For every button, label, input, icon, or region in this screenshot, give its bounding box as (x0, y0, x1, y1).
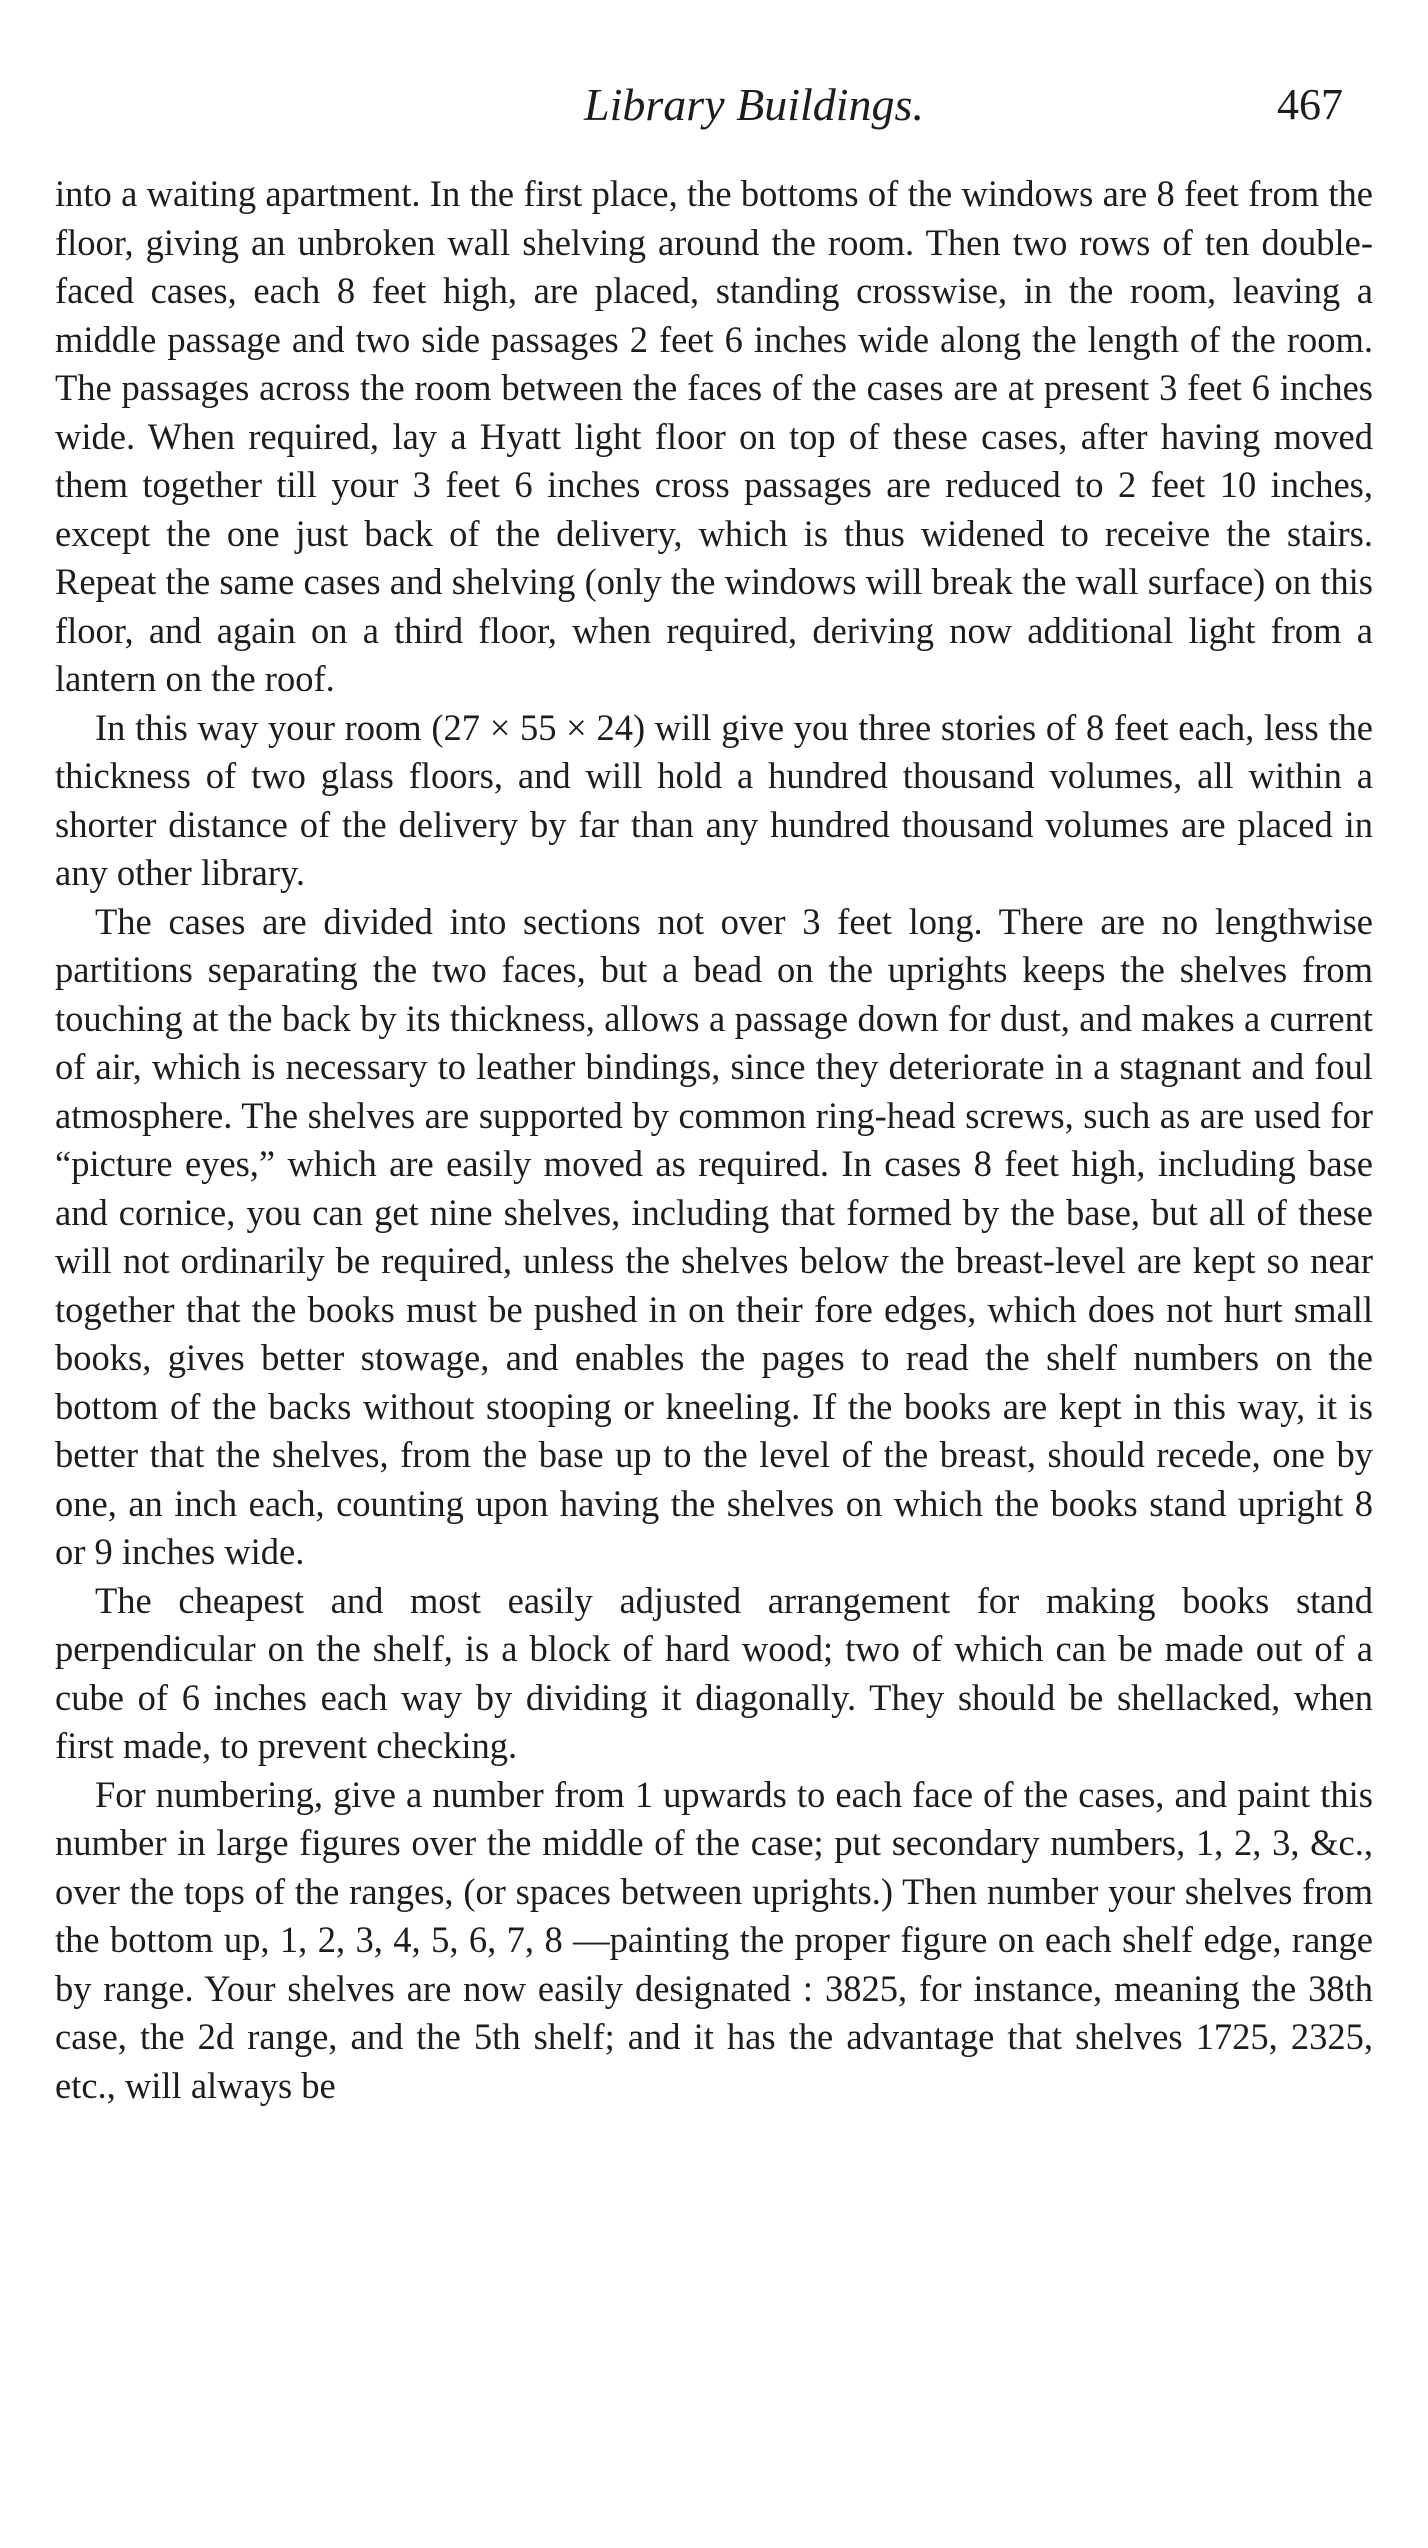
paragraph-continued: into a waiting apartment. In the first place, the bottoms of the windows are 8 feet from the floor, giving an unbroken wall shelving around the room. Then two rows of ten double-faced cases, each 8 feet high, are placed, standing crosswise, in the room, leaving a middle passage and two side passages 2 feet 6 inches wide along the length of the room. The passages across the room between the faces of the cases are at present 3 feet 6 inches wide. When required, lay a Hyatt light floor on top of these cases, after having moved them together till your 3 feet 6 inches cross passages are reduced to 2 feet 10 inches, except the one just back of the delivery, which is thus widened to receive the stairs. Repeat the same cases and shelving (only the windows will break the wall surface) on this floor, and again on a third floor, when required, deriving now additional light from a lantern on the roof. (55, 173, 1373, 699)
paragraph-room-capacity: In this way your room (27 × 55 × 24) will give you three stories of 8 feet each, less the thickness of two glass floors, and will hold a hundred thousand volumes, all within a shorter distance of the delivery by far than any hundred thousand volumes are placed in any other library. (55, 706, 1373, 893)
paragraph-book-blocks: The cheapest and most easily adjusted arrangement for making books stand perpendicular on the shelf, is a block of hard wood; two of which can be made out of a cube of 6 inches each way by dividing it diagonally. They should be shellacked, when first made, to prevent checking. (55, 1579, 1373, 1766)
running-head: Library Buildings. (584, 79, 924, 130)
page-number: 467 (1277, 80, 1343, 129)
paragraph-numbering: For numbering, give a number from 1 upwards to each face of the cases, and paint this number in large figures over the middle of the case; put secondary numbers, 1, 2, 3, &c., over the tops of the ranges, (or spaces between uprights.) Then number your shelves from the bottom up, 1, 2, 3, 4, 5, 6, 7, 8 —painting the proper figure on each shelf edge, range by range. Your shelves are now easily designated : 3825, for instance, meaning the 38th case, the 2d range, and the 5th shelf; and it has the advantage that shelves 1725, 2325, etc., will always be (55, 1773, 1373, 2106)
page-header (55, 70, 1373, 140)
body-text (55, 170, 1373, 2110)
paragraph-cases-sections: The cases are divided into sections not over 3 feet long. There are no lengthwise partitions separating the two faces, but a bead on the uprights keeps the shelves from touching at the back by its thickness, allows a passage down for dust, and makes a current of air, which is necessary to leather bindings, since they deteriorate in a stagnant and foul atmosphere. The shelves are supported by common ring-head screws, such as are used for “picture eyes,” which are easily moved as required. In cases 8 feet high, including base and cornice, you can get nine shelves, including that formed by the base, but all of these will not ordinarily be required, unless the shelves below the breast-level are kept so near together that the books must be pushed in on their fore edges, which does not hurt small books, gives better stowage, and enables the pages to read the shelf numbers on the bottom of the backs without stooping or kneeling. If the books are kept in this way, it is better that the shelves, from the base up to the level of the breast, should recede, one by one, an inch each, counting upon having the shelves on which the books stand upright 8 or 9 inches wide. (55, 900, 1373, 1572)
